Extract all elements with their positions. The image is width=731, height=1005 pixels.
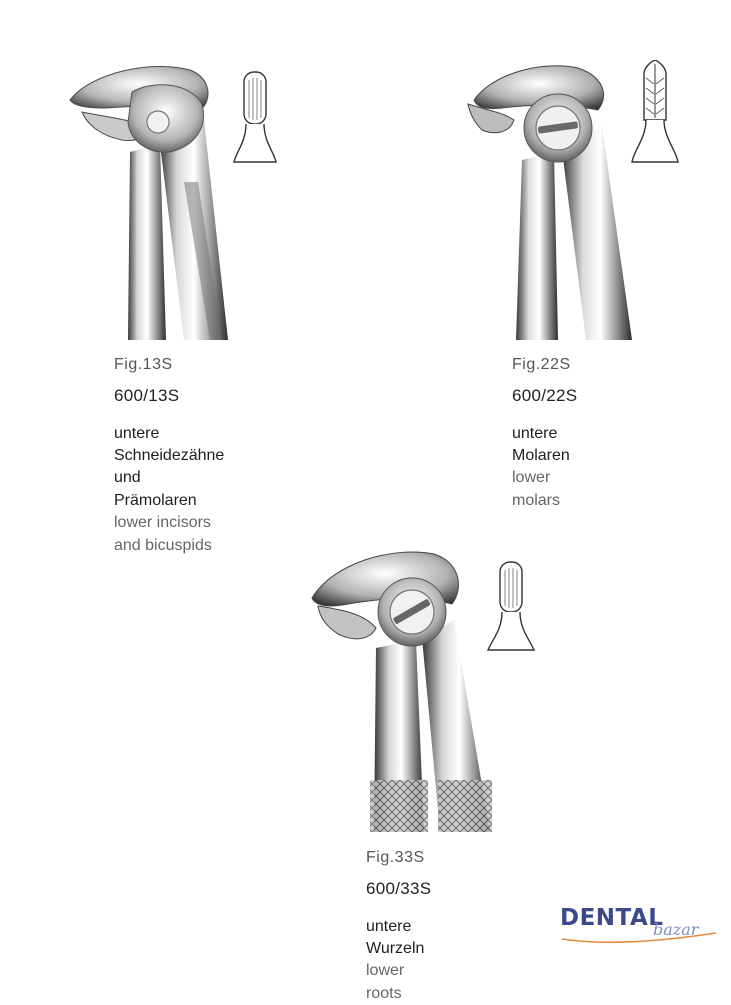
logo-main-text: DENTAL xyxy=(560,905,664,931)
description-de-line1: untere Molaren xyxy=(512,424,570,464)
caption-13s xyxy=(114,355,224,557)
fig-label: Fig.33S xyxy=(366,849,425,866)
forceps-13s-image xyxy=(62,62,237,340)
description-de-line1: untere Wurzeln xyxy=(366,917,425,957)
dentalbazar-logo xyxy=(560,905,720,947)
caption-33s xyxy=(366,848,431,1005)
caption-22s xyxy=(512,355,577,512)
forceps-33s-image xyxy=(304,548,494,832)
description-de-line2: und Prämolaren xyxy=(114,469,197,509)
article-code: 600/33S xyxy=(366,879,432,899)
beak-profile-22s-icon xyxy=(628,60,682,166)
description-de xyxy=(366,916,431,961)
description-de xyxy=(512,423,577,468)
article-code: 600/22S xyxy=(512,386,578,406)
logo-script-text: bazar xyxy=(653,920,699,939)
description-en: lower roots xyxy=(366,962,405,1002)
fig-label: Fig.13S xyxy=(114,356,173,373)
forceps-22s-image xyxy=(462,60,637,340)
fig-label: Fig.22S xyxy=(512,356,571,373)
description-en: lower incisors and bicuspids xyxy=(114,514,212,554)
article-code: 600/13S xyxy=(114,386,180,406)
description-de-line1: untere Schneidezähne xyxy=(114,424,225,464)
description-de xyxy=(114,423,224,513)
beak-profile-33s-icon xyxy=(486,560,538,654)
description-en: lower molars xyxy=(512,469,561,509)
beak-profile-13s-icon xyxy=(232,70,280,166)
